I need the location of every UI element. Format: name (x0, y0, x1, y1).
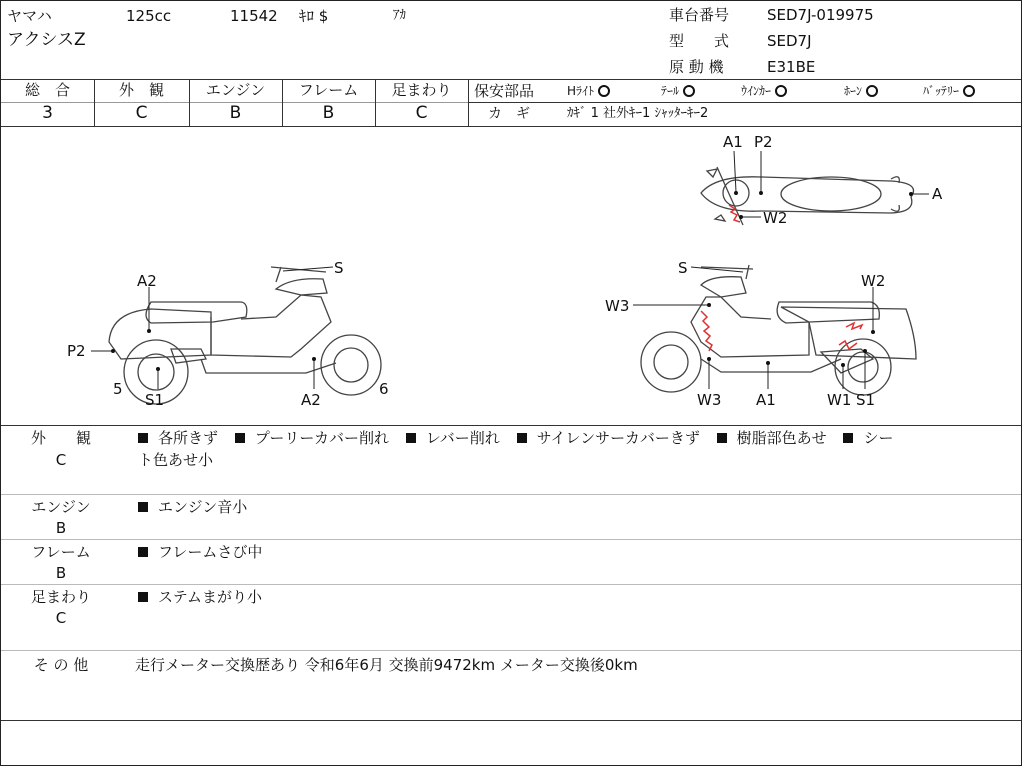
other-label: そ の 他 (33, 656, 89, 674)
divider (1, 720, 1021, 721)
keys-label: カ ギ (488, 106, 530, 122)
label-6: 6 (379, 380, 389, 398)
bullet-icon (717, 433, 727, 443)
divider (1, 425, 1021, 426)
engine-label: 原 動 機 (669, 58, 724, 76)
ok-circle-icon (683, 85, 695, 97)
diagram-labels (67, 133, 943, 409)
label-s1: S1 (145, 391, 165, 409)
detail-suspension-label: 足まわり (30, 588, 91, 606)
grade-exterior-label: 外 観 (118, 81, 164, 99)
type-value: SED7J (767, 32, 812, 50)
detail-engine-grade: B (55, 519, 67, 537)
detail-suspension-grade: C (55, 609, 67, 627)
label-a: A (932, 185, 943, 203)
other-text: 走行メーター交換歴あり 令和6年6月 交換前9472km メーター交換後0km (135, 656, 638, 674)
label-a2: A2 (301, 391, 321, 409)
grade-engine: B (229, 103, 242, 123)
divider (1, 650, 1021, 651)
type-label: 型 式 (669, 32, 730, 50)
ok-circle-icon (598, 85, 610, 97)
label-a2: A2 (137, 272, 157, 290)
displacement: 125cc (126, 7, 172, 25)
grade-overall: 3 (42, 103, 53, 123)
bullet-icon (138, 502, 148, 512)
detail-frame-label: フレーム (31, 543, 91, 561)
divider (1, 584, 1021, 585)
engine-value: E31BE (767, 58, 816, 76)
bullet-icon (406, 433, 416, 443)
label-p2: P2 (754, 133, 773, 151)
label-a1: A1 (756, 391, 776, 409)
detail-exterior-grade: C (55, 451, 67, 469)
label-s: S (678, 259, 688, 277)
label-s: S (334, 259, 344, 277)
divider (468, 79, 469, 126)
label-s1: S1 (856, 391, 876, 409)
detail-exterior-text-cont: ト色あせ小 (138, 451, 214, 469)
bullet-icon (138, 433, 148, 443)
bullet-icon (235, 433, 245, 443)
bullet-icon (843, 433, 853, 443)
label-w1: W1 (827, 391, 852, 409)
divider (1, 539, 1021, 540)
grade-suspension-label: 足まわり (391, 81, 452, 99)
label-p2: P2 (67, 342, 86, 360)
mileage-unit: ｷﾛ $ (299, 7, 329, 25)
label-w3: W3 (697, 391, 722, 409)
damage-points (111, 191, 913, 371)
safety-item-tail: ﾃｰﾙ (661, 82, 695, 100)
grade-overall-label: 総 合 (24, 81, 70, 99)
grade-engine-label: エンジン (205, 81, 266, 99)
divider (1, 494, 1021, 495)
safety-item-winker: ｳｲﾝｶｰ (741, 82, 787, 100)
color: ｱｶ (393, 8, 406, 23)
grade-frame-label: フレーム (298, 81, 359, 99)
divider (468, 102, 1021, 103)
ok-circle-icon (963, 85, 975, 97)
detail-engine-text: エンジン音小 (138, 498, 247, 516)
frame-no-label: 車台番号 (669, 6, 730, 24)
ok-circle-icon (866, 85, 878, 97)
maker: ヤマハ (7, 7, 52, 25)
detail-suspension-text: ステムまがり小 (138, 588, 262, 606)
safety-label: 保安部品 (474, 82, 535, 100)
detail-engine-label: エンジン (31, 498, 91, 516)
bullet-icon (138, 592, 148, 602)
grade-suspension: C (415, 103, 428, 123)
safety-item-battery: ﾊﾞｯﾃﾘｰ (923, 82, 975, 100)
safety-item-headlight: Hﾗｲﾄ (567, 82, 610, 100)
label-5: 5 (113, 380, 123, 398)
grade-exterior: C (135, 103, 148, 123)
bullet-icon (138, 547, 148, 557)
top-view-scooter (701, 167, 914, 225)
leader-lines (91, 151, 929, 389)
keys-value: ｶｷﾞ 1 社外ｷｰ1 ｼｬｯﾀｰｷｰ2 (567, 106, 709, 121)
ok-circle-icon (775, 85, 787, 97)
label-a1: A1 (723, 133, 743, 151)
bullet-icon (517, 433, 527, 443)
damage-diagram (1, 127, 1023, 427)
mileage: 11542 (230, 7, 278, 25)
detail-frame-text: フレームさび中 (138, 543, 262, 561)
label-w3: W3 (605, 297, 630, 315)
label-w2: W2 (763, 209, 788, 227)
grade-frame: B (322, 103, 335, 123)
detail-exterior-label: 外 観 (30, 429, 91, 447)
detail-frame-grade: B (55, 564, 67, 582)
model-name: アクシスZ (7, 30, 86, 50)
label-w2: W2 (861, 272, 886, 290)
detail-exterior-text: 各所きず プーリーカバー削れ レバー削れ サイレンサーカバーきず 樹脂部色あせ シー (138, 429, 893, 447)
safety-item-horn: ﾎｰﾝ (844, 82, 878, 100)
frame-no: SED7J-019975 (767, 6, 874, 24)
divider (1, 79, 1021, 80)
